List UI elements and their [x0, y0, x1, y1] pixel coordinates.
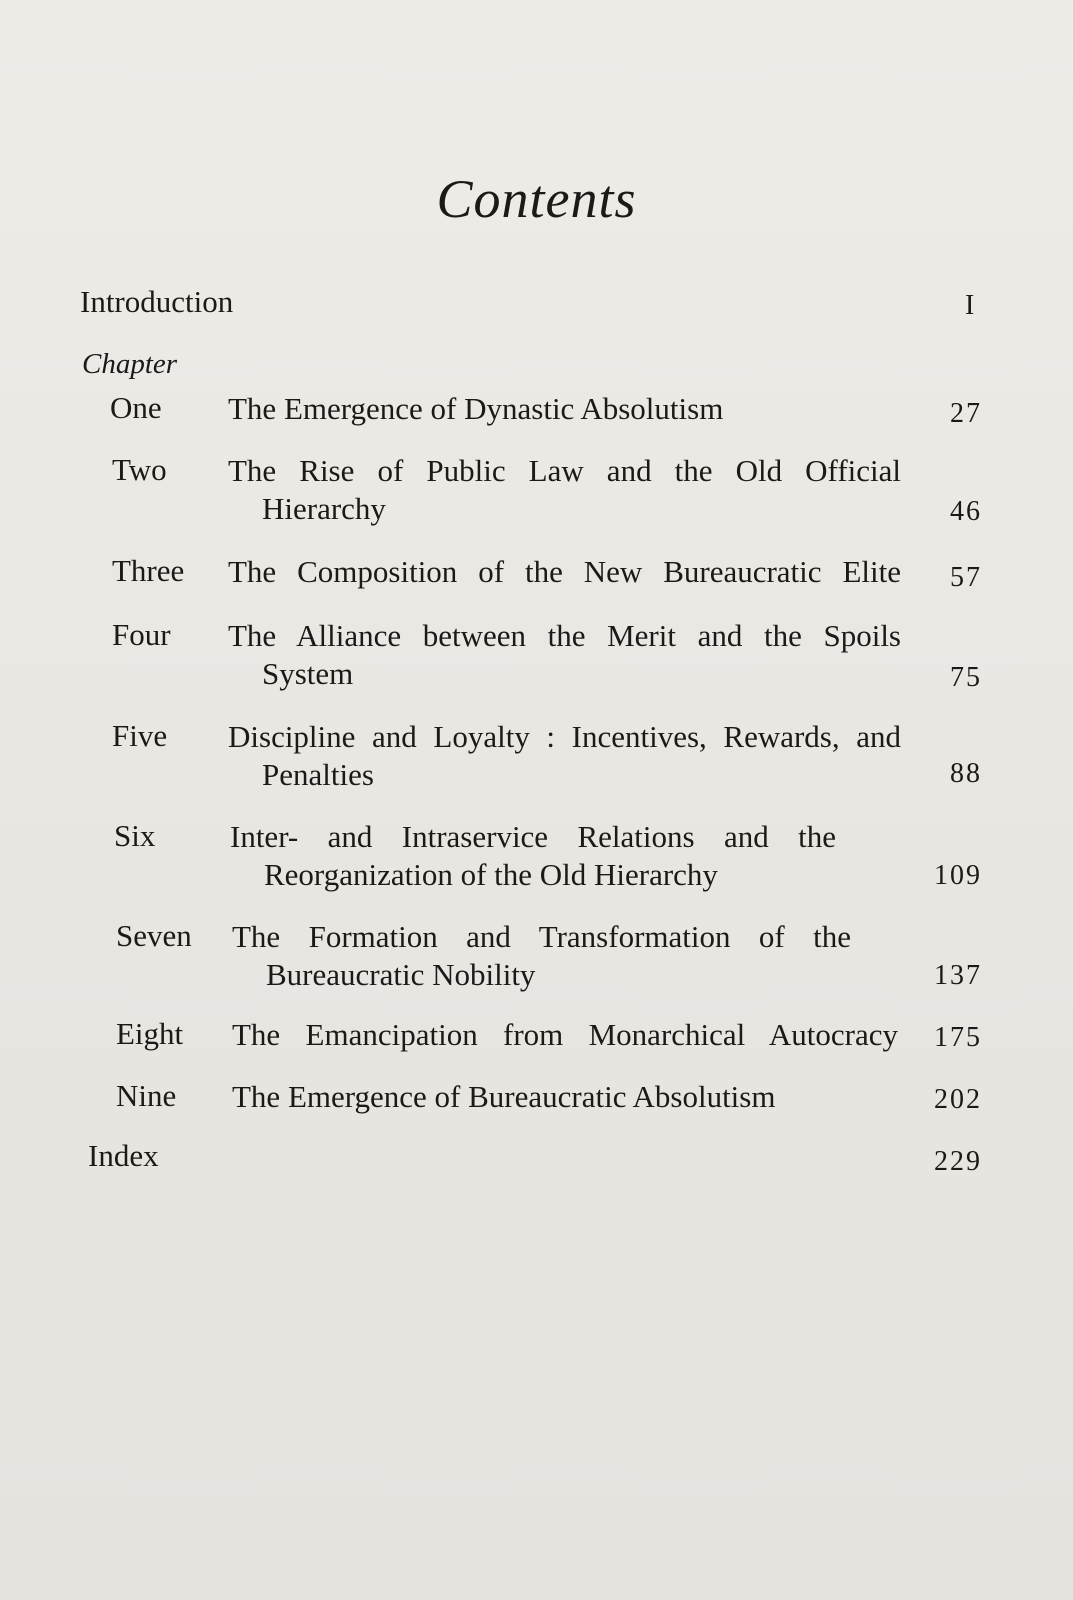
- chapter-title-two: [228, 452, 901, 528]
- chapter-number-seven: Seven: [116, 918, 192, 953]
- chapter-page-four: 75: [950, 662, 982, 693]
- chapter-title-line: The Composition of the New Bureaucratic Elite: [228, 554, 901, 589]
- chapter-title-continuation: Penalties: [262, 757, 374, 792]
- chapter-number-two: Two: [112, 452, 167, 487]
- chapter-title-five: [228, 718, 901, 794]
- chapter-page-six: 109: [934, 860, 982, 891]
- chapter-page-one: 27: [950, 398, 982, 429]
- chapter-title-continuation: Hierarchy: [262, 491, 386, 526]
- chapter-title-line: The Emancipation from Monarchical Autocracy: [232, 1017, 898, 1052]
- chapter-page-seven: 137: [934, 960, 982, 991]
- page-title: Contents: [436, 169, 637, 229]
- chapter-page-five: 88: [950, 758, 982, 789]
- chapter-page-nine: 202: [934, 1084, 982, 1115]
- chapter-title-eight: [232, 1016, 898, 1054]
- chapter-number-nine: Nine: [116, 1078, 177, 1113]
- chapter-title-line: The Rise of Public Law and the Old Official: [228, 453, 901, 488]
- chapter-number-six: Six: [114, 818, 156, 853]
- chapter-title-line: The Emergence of Dynastic Absolutism: [228, 391, 724, 426]
- chapter-number-eight: Eight: [116, 1016, 184, 1051]
- chapter-page-three: 57: [950, 562, 982, 593]
- chapter-title-line: The Formation and Transformation of the: [232, 919, 851, 954]
- introduction-label: Introduction: [80, 284, 234, 319]
- chapter-title-three: [228, 553, 901, 591]
- index-page: 229: [934, 1146, 982, 1177]
- chapter-title-line: The Emergence of Bureaucratic Absolutism: [232, 1079, 776, 1114]
- chapter-number-three: Three: [112, 553, 185, 588]
- index-label: Index: [88, 1138, 159, 1173]
- chapter-number-one: One: [110, 390, 162, 425]
- chapter-title-line: The Alliance between the Merit and the Spoils: [228, 618, 901, 653]
- chapter-title-seven: [232, 918, 851, 994]
- chapter-title-line: Discipline and Loyalty : Incentives, Rewards, and: [228, 719, 901, 754]
- introduction-page: I: [965, 290, 977, 321]
- chapter-title-nine: [232, 1078, 922, 1116]
- chapter-title-continuation: Reorganization of the Old Hierarchy: [264, 857, 718, 892]
- chapter-title-continuation: Bureaucratic Nobility: [266, 957, 536, 992]
- chapter-heading: Chapter: [82, 348, 178, 380]
- chapter-page-eight: 175: [934, 1022, 982, 1053]
- chapter-page-two: 46: [950, 496, 982, 527]
- chapter-number-four: Four: [112, 617, 171, 652]
- chapter-title-continuation: System: [262, 656, 354, 691]
- chapter-number-five: Five: [112, 718, 168, 753]
- chapter-title-four: [228, 617, 901, 693]
- chapter-title-six: [230, 818, 836, 894]
- chapter-title-one: [228, 390, 918, 428]
- chapter-title-line: Inter- and Intraservice Relations and the: [230, 819, 836, 854]
